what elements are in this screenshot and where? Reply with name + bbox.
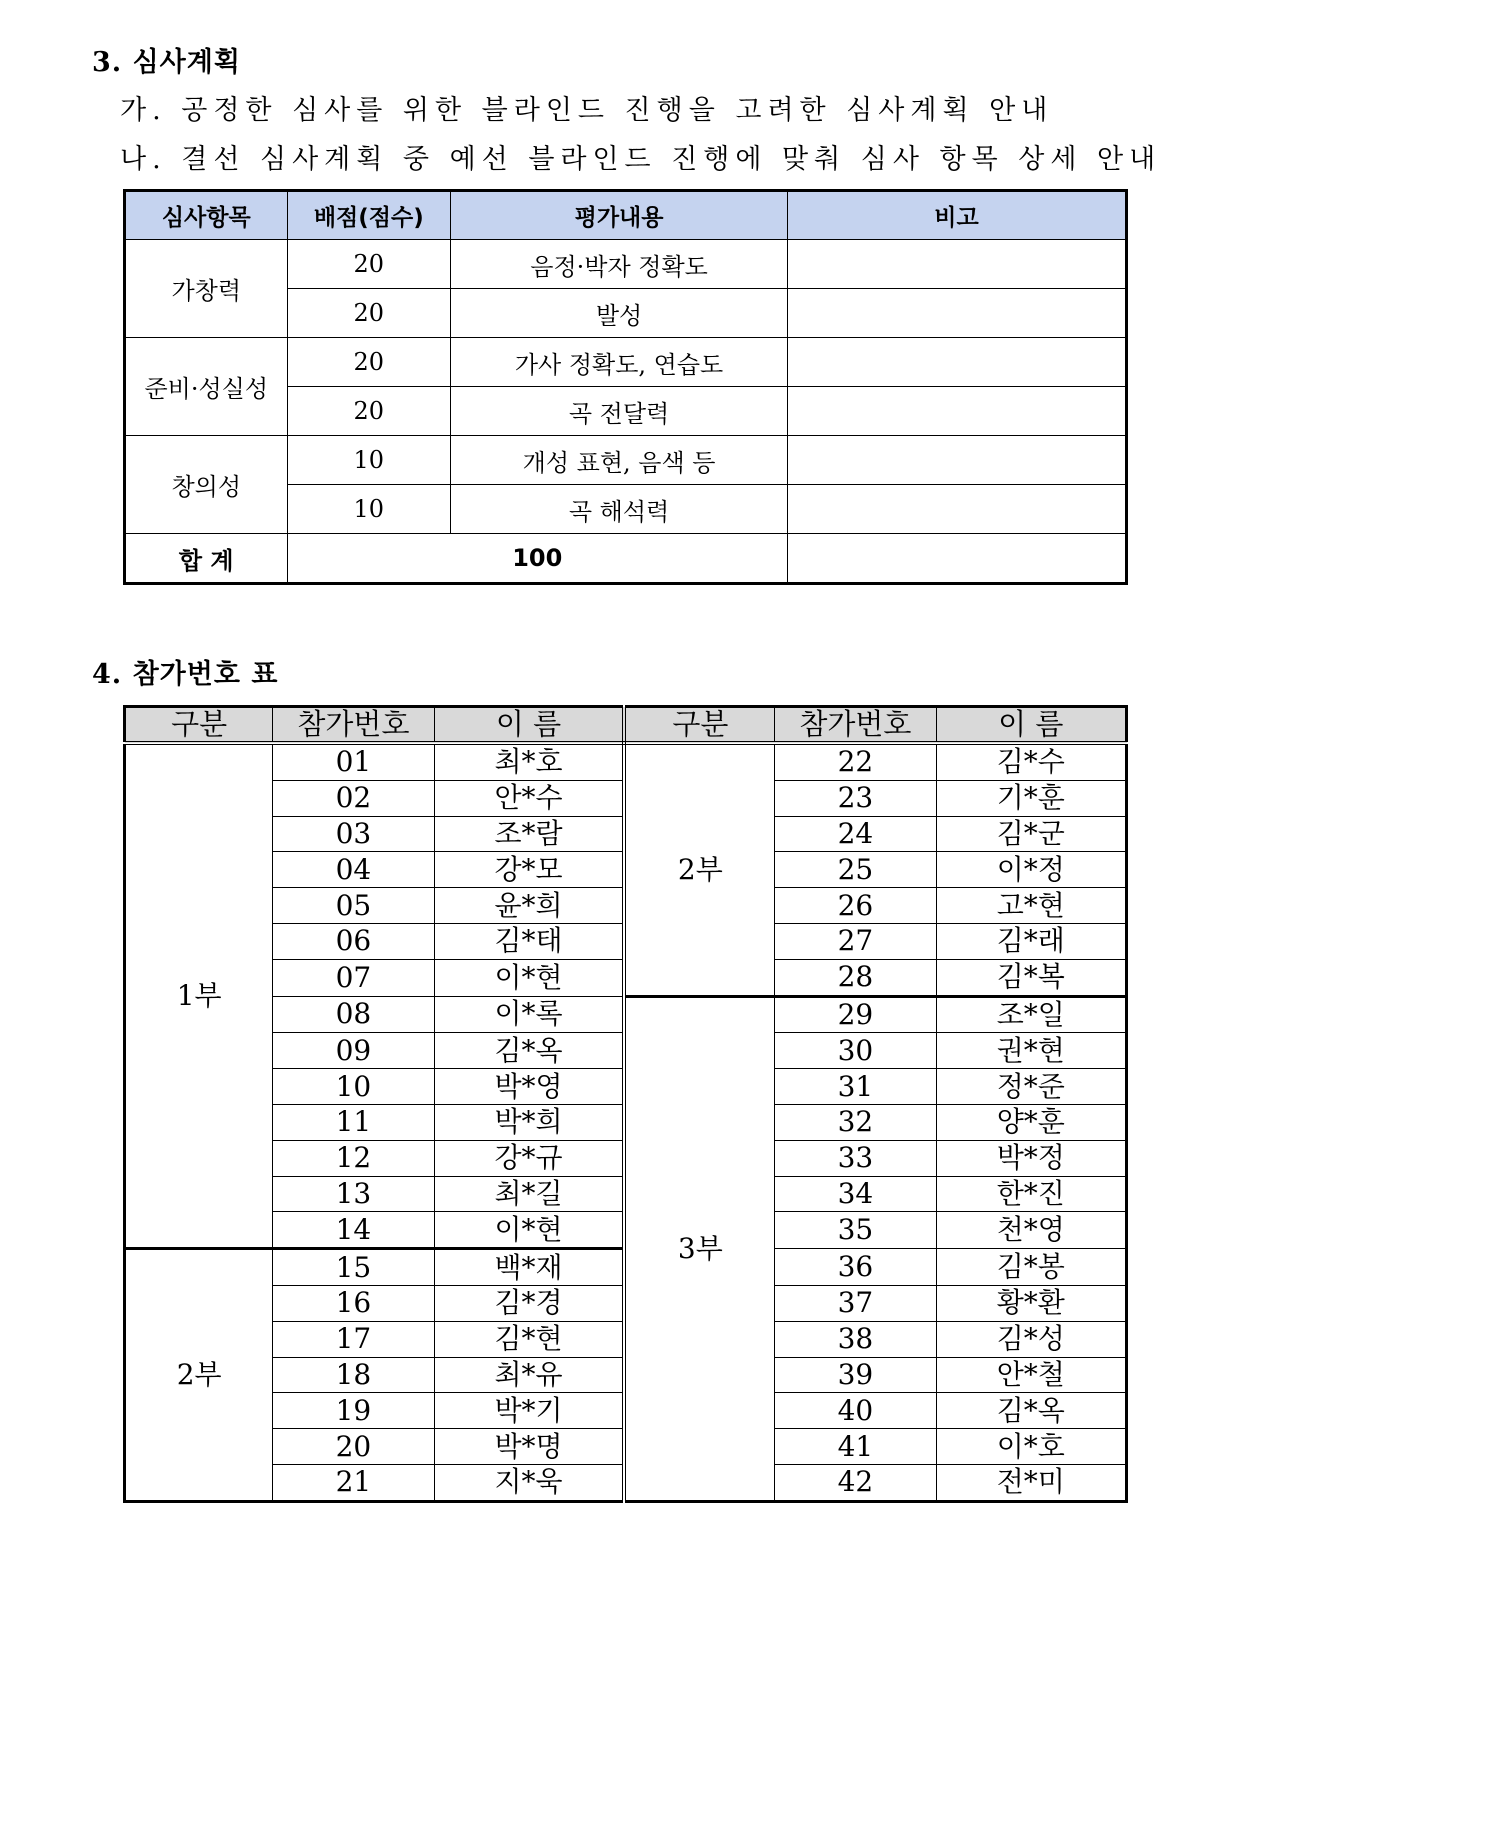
score-cell: 20: [287, 338, 451, 387]
header-content: 평가내용: [451, 191, 788, 240]
section3-title: 3. 심사계획: [92, 47, 241, 78]
participant-number: 34: [775, 1176, 936, 1212]
participant-number: 32: [775, 1104, 936, 1140]
participant-name: 천*영: [936, 1212, 1126, 1249]
note-cell: [788, 485, 1127, 534]
participant-name: 최*길: [434, 1176, 624, 1212]
participant-name: 김*현: [434, 1321, 624, 1357]
header-category: 심사항목: [125, 191, 288, 240]
header-group: 구분: [624, 707, 774, 744]
note-cell: [788, 436, 1127, 485]
participant-name: 고*현: [936, 888, 1126, 924]
participant-number: 42: [775, 1464, 936, 1501]
header-group: 구분: [125, 707, 273, 744]
participant-table: [123, 705, 1128, 1503]
participant-header-row: [125, 707, 1127, 744]
participant-number: 04: [273, 852, 434, 888]
participant-number: 12: [273, 1140, 434, 1176]
participant-number: 08: [273, 996, 434, 1033]
participant-number: 35: [775, 1212, 936, 1249]
participant-name: 정*준: [936, 1069, 1126, 1105]
content-cell: 곡 해석력: [451, 485, 788, 534]
participant-number: 05: [273, 888, 434, 924]
participant-number: 37: [775, 1285, 936, 1321]
participant-name: 최*유: [434, 1357, 624, 1393]
participant-name: 김*수: [936, 743, 1126, 780]
participant-name: 안*수: [434, 780, 624, 816]
participant-name: 안*철: [936, 1357, 1126, 1393]
content-cell: 개성 표현, 음색 등: [451, 436, 788, 485]
table-row: [125, 436, 1127, 485]
header-note: 비고: [788, 191, 1127, 240]
participant-name: 윤*희: [434, 888, 624, 924]
category-cell: 가창력: [125, 240, 288, 338]
table-row: [125, 338, 1127, 387]
participant-number: 03: [273, 816, 434, 852]
participant-name: 이*록: [434, 996, 624, 1033]
participant-name: 권*현: [936, 1033, 1126, 1069]
participant-number: 26: [775, 888, 936, 924]
score-cell: 10: [287, 485, 451, 534]
participant-name: 이*현: [434, 959, 624, 996]
participant-name: 김*래: [936, 923, 1126, 959]
participant-name: 한*진: [936, 1176, 1126, 1212]
participant-number: 40: [775, 1393, 936, 1429]
participant-number: 18: [273, 1357, 434, 1393]
participant-name: 조*일: [936, 996, 1126, 1033]
participant-number: 19: [273, 1393, 434, 1429]
participant-number: 22: [775, 743, 936, 780]
total-note-cell: [788, 534, 1127, 584]
note-cell: [788, 338, 1127, 387]
content-cell: 곡 전달력: [451, 387, 788, 436]
participant-name: 이*호: [936, 1429, 1126, 1465]
score-cell: 20: [287, 240, 451, 289]
participant-number: 01: [273, 743, 434, 780]
group-cell: 2부: [125, 1249, 273, 1502]
participant-name: 박*기: [434, 1393, 624, 1429]
total-label: 합 계: [125, 534, 288, 584]
note-cell: [788, 289, 1127, 338]
participant-name: 김*옥: [936, 1393, 1126, 1429]
participant-number: 24: [775, 816, 936, 852]
score-cell: 10: [287, 436, 451, 485]
header-number: 참가번호: [273, 707, 434, 744]
participant-number: 28: [775, 959, 936, 996]
participant-name: 김*군: [936, 816, 1126, 852]
participant-number: 39: [775, 1357, 936, 1393]
participant-number: 33: [775, 1140, 936, 1176]
participant-number: 14: [273, 1212, 434, 1249]
participant-name: 강*모: [434, 852, 624, 888]
participant-name: 김*성: [936, 1321, 1126, 1357]
participant-number: 16: [273, 1285, 434, 1321]
participant-name: 강*규: [434, 1140, 624, 1176]
participant-name: 김*옥: [434, 1033, 624, 1069]
header-number: 참가번호: [775, 707, 936, 744]
table-row: [125, 743, 1127, 780]
participant-number: 09: [273, 1033, 434, 1069]
participant-name: 조*람: [434, 816, 624, 852]
participant-number: 41: [775, 1429, 936, 1465]
participant-number: 36: [775, 1249, 936, 1286]
participant-number: 02: [273, 780, 434, 816]
category-cell: 준비·성실성: [125, 338, 288, 436]
participant-number: 06: [273, 923, 434, 959]
total-value: 100: [287, 534, 788, 584]
table-row: [125, 996, 1127, 1033]
participant-number: 21: [273, 1464, 434, 1501]
participant-name: 전*미: [936, 1464, 1126, 1501]
participant-name: 박*명: [434, 1429, 624, 1465]
header-score: 배점(점수): [287, 191, 451, 240]
participant-number: 10: [273, 1069, 434, 1105]
participant-number: 38: [775, 1321, 936, 1357]
participant-number: 29: [775, 996, 936, 1033]
group-cell: 3부: [624, 996, 774, 1501]
category-cell: 창의성: [125, 436, 288, 534]
participant-number: 20: [273, 1429, 434, 1465]
participant-name: 이*현: [434, 1212, 624, 1249]
evaluation-table: [123, 189, 1128, 585]
participant-name: 황*환: [936, 1285, 1126, 1321]
participant-number: 11: [273, 1104, 434, 1140]
content-cell: 음정·박자 정확도: [451, 240, 788, 289]
header-name: 이 름: [936, 707, 1126, 744]
participant-number: 23: [775, 780, 936, 816]
table-row: [125, 240, 1127, 289]
group-cell: 2부: [624, 743, 774, 996]
participant-number: 25: [775, 852, 936, 888]
note-cell: [788, 240, 1127, 289]
content-cell: 가사 정확도, 연습도: [451, 338, 788, 387]
participant-name: 김*봉: [936, 1249, 1126, 1286]
participant-name: 김*태: [434, 923, 624, 959]
participant-name: 김*복: [936, 959, 1126, 996]
total-row: [125, 534, 1127, 584]
section3-item-na: 나. 결선 심사계획 중 예선 블라인드 진행에 맞춰 심사 항목 상세 안내: [120, 144, 1162, 175]
participant-name: 박*희: [434, 1104, 624, 1140]
participant-name: 백*재: [434, 1249, 624, 1286]
participant-number: 15: [273, 1249, 434, 1286]
participant-name: 박*영: [434, 1069, 624, 1105]
participant-name: 기*훈: [936, 780, 1126, 816]
participant-number: 30: [775, 1033, 936, 1069]
section3-item-ga: 가. 공정한 심사를 위한 블라인드 진행을 고려한 심사계획 안내: [120, 95, 1054, 126]
note-cell: [788, 387, 1127, 436]
participant-name: 김*경: [434, 1285, 624, 1321]
participant-number: 13: [273, 1176, 434, 1212]
evaluation-header-row: [125, 191, 1127, 240]
header-name: 이 름: [434, 707, 624, 744]
section4-title: 4. 참가번호 표: [92, 659, 279, 690]
score-cell: 20: [287, 289, 451, 338]
participant-name: 최*호: [434, 743, 624, 780]
group-cell: 1부: [125, 743, 273, 1249]
participant-name: 양*훈: [936, 1104, 1126, 1140]
content-cell: 발성: [451, 289, 788, 338]
participant-number: 27: [775, 923, 936, 959]
participant-name: 지*욱: [434, 1464, 624, 1501]
participant-number: 07: [273, 959, 434, 996]
participant-number: 31: [775, 1069, 936, 1105]
participant-name: 이*정: [936, 852, 1126, 888]
participant-number: 17: [273, 1321, 434, 1357]
participant-name: 박*정: [936, 1140, 1126, 1176]
score-cell: 20: [287, 387, 451, 436]
